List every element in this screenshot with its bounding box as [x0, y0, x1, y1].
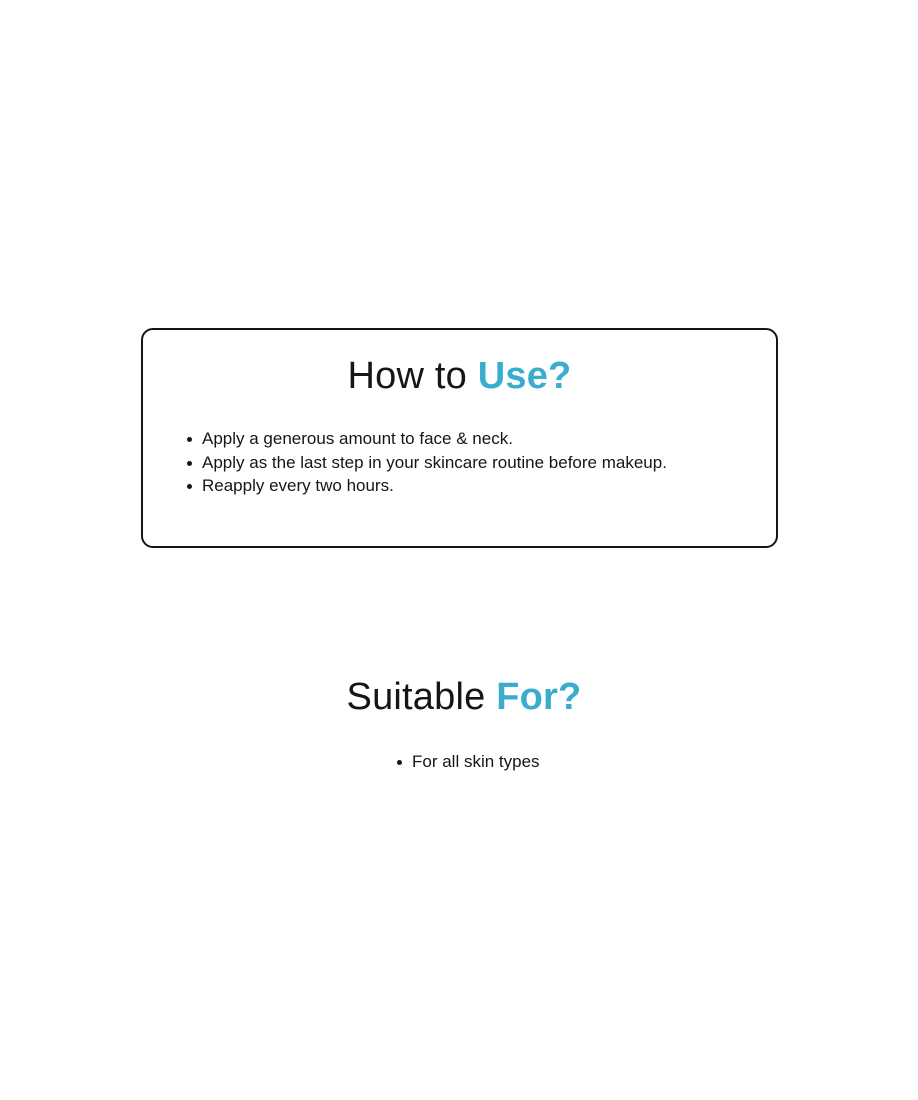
how-to-use-list: [187, 427, 667, 498]
bullet-dot-icon: [187, 484, 192, 489]
bullet-dot-icon: [397, 760, 402, 765]
suitable-for-section: [0, 674, 918, 771]
how-to-use-item-text: Reapply every two hours.: [202, 476, 394, 495]
how-to-use-item-text: Apply a generous amount to face & neck.: [202, 429, 513, 448]
bullet-dot-icon: [187, 437, 192, 442]
how-to-use-item: [187, 474, 667, 498]
how-to-use-item-text: Apply as the last step in your skincare routine before makeup.: [202, 452, 667, 472]
how-to-use-title: [143, 353, 776, 399]
how-to-use-card: [141, 328, 778, 548]
how-to-use-title-plain: How to: [347, 355, 478, 397]
suitable-for-item-text: For all skin types: [412, 752, 540, 771]
suitable-for-title-accent: For?: [496, 676, 582, 718]
suitable-for-title: [5, 674, 918, 720]
how-to-use-item: [187, 427, 667, 451]
suitable-for-item: [397, 750, 540, 774]
how-to-use-item: [187, 451, 667, 475]
bullet-dot-icon: [187, 461, 192, 466]
how-to-use-title-accent: Use?: [477, 355, 572, 397]
suitable-for-title-plain: Suitable: [346, 676, 497, 718]
suitable-for-list: [397, 750, 540, 774]
